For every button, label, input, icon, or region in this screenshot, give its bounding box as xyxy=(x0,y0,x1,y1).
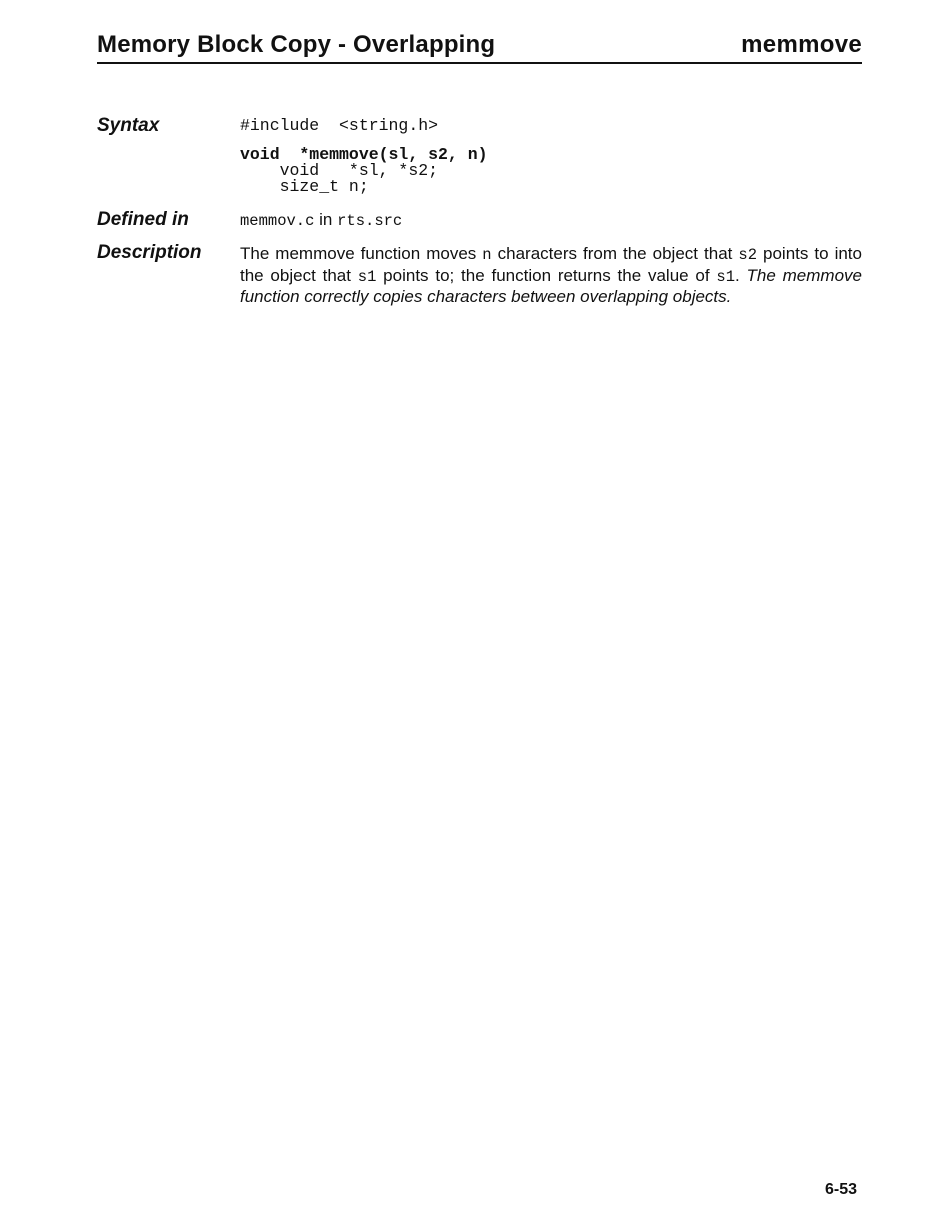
param-line-1: void *sl, *s2; xyxy=(240,161,439,180)
defined-in-connector: in xyxy=(314,210,338,229)
description-text-4: points to; the function returns the value of xyxy=(376,265,717,285)
description-text-5: . xyxy=(735,265,740,285)
source-file: memmov.c xyxy=(240,212,315,230)
page-title: Memory Block Copy - Overlapping xyxy=(97,31,496,58)
syntax-label: Syntax xyxy=(97,115,160,136)
page-number: 6-53 xyxy=(825,1181,858,1198)
param-n: n xyxy=(482,246,492,264)
description-text-2: characters from the object that xyxy=(491,244,739,263)
defined-in-label: Defined in xyxy=(97,209,189,230)
param-s2: s2 xyxy=(738,246,757,264)
page-header xyxy=(97,28,862,64)
function-name-heading: memmove xyxy=(741,31,862,58)
description-label: Description xyxy=(97,242,202,263)
description-body xyxy=(240,244,862,307)
prototype-line: void *memmove(sl, s2, n) xyxy=(240,145,488,164)
include-line: #include <string.h> xyxy=(240,116,439,135)
defined-in-value xyxy=(240,210,862,232)
description-text-1: The memmove function moves xyxy=(240,244,483,263)
param-s1-return: s1 xyxy=(716,267,735,286)
archive-file: rts.src xyxy=(337,212,403,230)
description-text-3: points to into the object that xyxy=(240,244,862,285)
overlap-note: The memmove function correctly copies characters between overlapping objects. xyxy=(240,265,862,306)
param-line-2: size_t n; xyxy=(240,177,369,196)
param-s1: s1 xyxy=(357,267,377,286)
